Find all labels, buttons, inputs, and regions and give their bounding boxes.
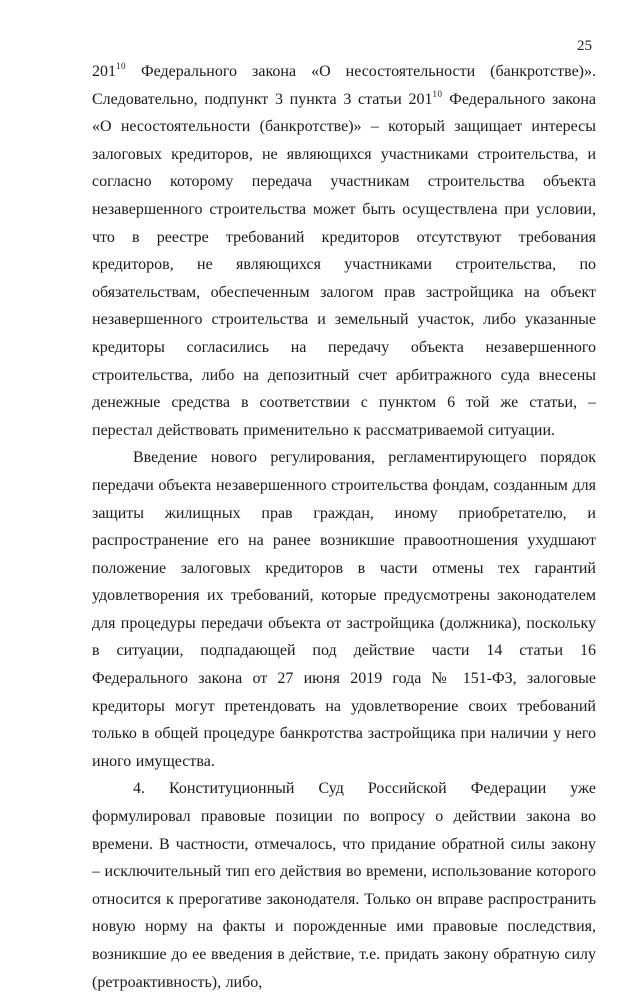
article-superscript: 10 (432, 88, 443, 99)
article-superscript: 10 (116, 61, 126, 71)
paragraph-continued (92, 58, 596, 444)
paragraph-text: Федерального закона «О несостоятельности (банкротстве)» – который защищает интересы залоговых кредиторов, не являющихся участниками строительства, и согласно которому передача участникам строительства объекта незавершенного строительства может быть осуществлена при условии, что в реестре требований кредиторов отсутствуют требования кредиторов, не являющихся участниками строительства, по обязательствам, обеспеченным залогом прав застройщика на объект незавершенного строительства и земельный участок, либо указанные кредиторы согласились на передачу объекта незавершенного строительства, либо на депозитный счет арбитражного суда внесены денежные средства в соответствии с пунктом 6 той же статьи, – перестал действовать применительно к рассматриваемой ситуации. (92, 90, 596, 439)
paragraph-new-regulation: Введение нового регулирования, регламентирующего порядок передачи объекта незавершенного строительства фондам, созданным для защиты жилищных прав граждан, иному приобретателю, и распространение его на ранее возникшие правоотношения ухудшают положение залоговых кредиторов в части отмены тех гарантий удовлетворения их требований, которые предусмотрены законодателем для процедуры передачи объекта от застройщика (должника), поскольку в ситуации, подпадающей под действие части 14 статьи 16 Федерального закона от 27 июня 2019 года № 151-ФЗ, залоговые кредиторы могут претендовать на удовлетворение своих требований только в общей процедуре банкротства застройщика при наличии у него иного имущества. (92, 449, 596, 770)
page-number: 25 (577, 38, 592, 54)
paragraph-point-4: 4. Конституционный Суд Российской Федерации уже формулировал правовые позиции по вопросу о действии закона во времени. В частности, отмечалось, что придание обратной силы закону – исключительный тип его действия во времени, использование которого относится к прерогативе законодателя. Только он вправе распространить новую норму на факты и порожденные ими правовые последствия, возникшие до ее введения в действие, т.е. придать закону обратную силу (ретроактивность), либо, (92, 780, 596, 991)
paragraph-text: Федерального закона «О несостоятельности (банкротстве)». Следовательно, подпункт 3 пункта 3 статьи 201 (92, 63, 596, 108)
paragraph-text: 201 (92, 63, 116, 80)
document-body (92, 58, 596, 996)
